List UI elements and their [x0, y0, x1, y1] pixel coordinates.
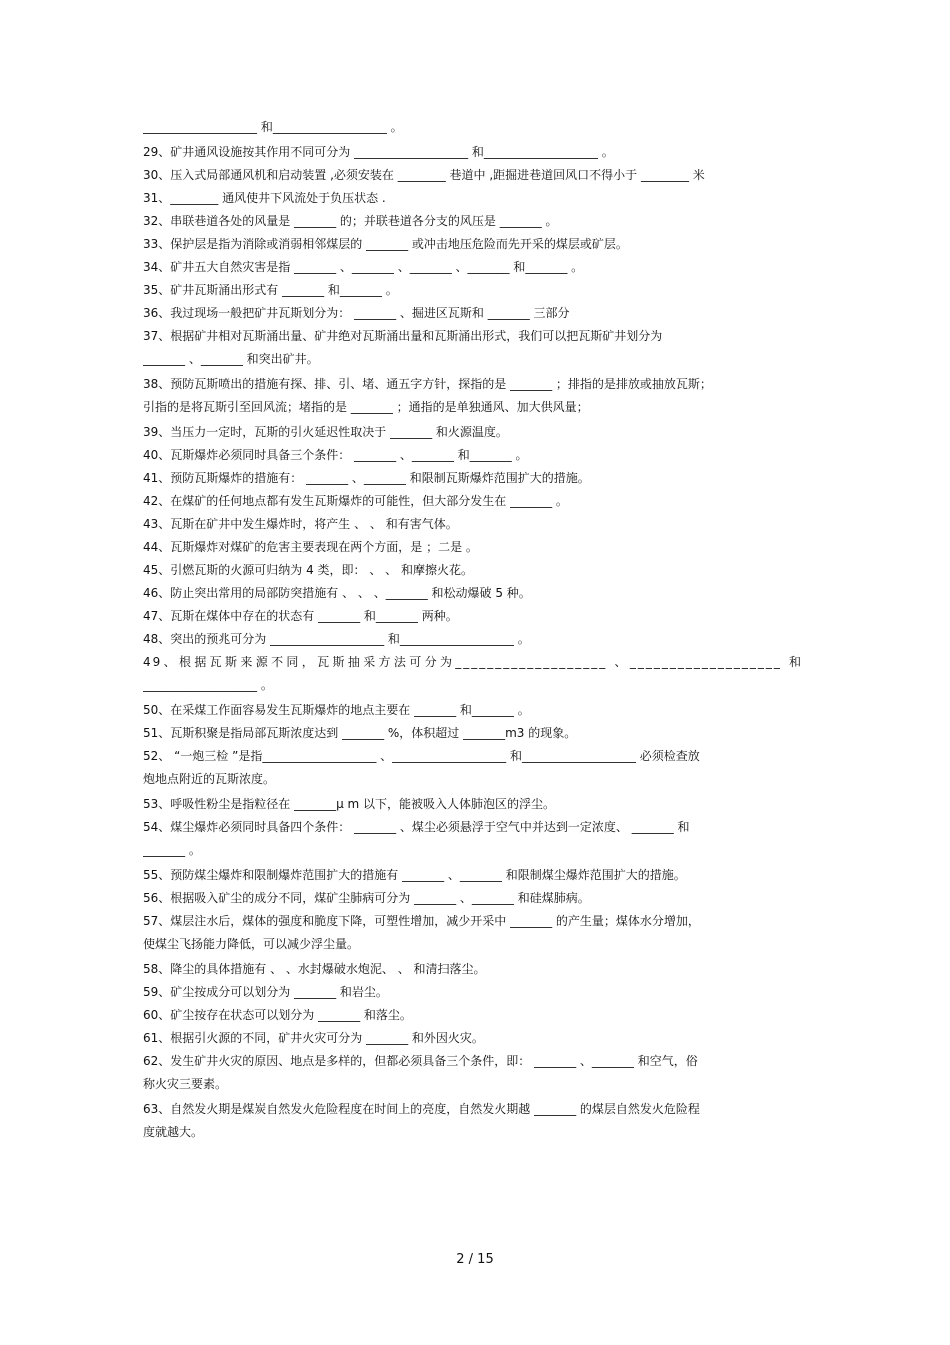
- text-line: 炮地点附近的瓦斯浓度。: [143, 772, 276, 786]
- text-line: 55、预防煤尘爆炸和限制爆炸范围扩大的措施有 _______ 、_______ 和限制煤尘爆炸范围扩大的措施。: [143, 868, 686, 882]
- text-line: 39、当压力一定时，瓦斯的引火延迟性取决于 _______ 和火源温度。: [143, 425, 508, 439]
- text-line: 31、________ 通风使井下风流处于负压状态 .: [143, 191, 386, 205]
- text-line: 56、根据吸入矿尘的成分不同，煤矿尘肺病可分为 _______ 、_______ 和硅煤肺病。: [143, 891, 590, 905]
- text-line: 63、自然发火期是煤炭自然发火危险程度在时间上的亮度，自然发火期越 _______ 的煤层自然发火危险程: [143, 1102, 700, 1116]
- text-line: 40、瓦斯爆炸必须同时具备三个条件： _______ 、_______ 和_______ 。: [143, 448, 528, 462]
- text-line: 51、瓦斯积聚是指局部瓦斯浓度达到 _______ %，体积超过 _______m3 的现象。: [143, 726, 577, 740]
- text-line: 36、我过现场一般把矿井瓦斯划分为： _______ 、掘进区瓦斯和 _______ 三部分: [143, 306, 570, 320]
- text-line: _______ 。: [143, 843, 201, 857]
- text-line: 30、压入式局部通风机和启动装置 ,必须安装在 ________ 巷道中 ,距掘进巷道回风口不得小于 ________ 米: [143, 168, 705, 182]
- text-line: 38、预防瓦斯喷出的措施有探、排、引、堵、通五字方针，探指的是 _______ ；排指的是排放或抽放瓦斯；: [143, 377, 712, 391]
- text-line: _______ 、_______ 和突出矿井。: [143, 352, 319, 366]
- text-line: ___________________ 。: [143, 678, 273, 692]
- text-line: 53、呼吸性粉尘是指粒径在 _______μ m 以下，能被吸入人体肺泡区的浮尘。: [143, 797, 556, 811]
- text-line: 度就越大。: [143, 1125, 204, 1139]
- text-line: 46、防止突出常用的局部防突措施有 、 、 、_______ 和松动爆破 5 种。: [143, 586, 531, 600]
- question-list: [143, 118, 803, 1146]
- text-line: 34、矿井五大自然灾害是指 _______ 、_______ 、_______ 、_______ 和_______ 。: [143, 260, 584, 274]
- text-line: ___________________ 和___________________ 。: [143, 120, 403, 134]
- text-line: 44、瓦斯爆炸对煤矿的危害主要表现在两个方面，是 ；二是 。: [143, 540, 478, 554]
- page-number: 2 / 15: [456, 1252, 494, 1267]
- text-line: 47、瓦斯在煤体中存在的状态有 _______ 和_______ 两种。: [143, 609, 458, 623]
- text-line: 60、矿尘按存在状态可以划分为 _______ 和落尘。: [143, 1008, 412, 1022]
- text-line: 引指的是将瓦斯引至回风流；堵指的是 _______ ；通指的是单独通风、加大供风量；: [143, 400, 589, 414]
- text-line: 48、突出的预兆可分为 ___________________ 和___________________ 。: [143, 632, 530, 646]
- text-line: 35、矿井瓦斯涌出形式有 _______ 和_______ 。: [143, 283, 398, 297]
- text-line: 29、矿井通风设施按其作用不同可分为 ___________________ 和___________________ 。: [143, 145, 614, 159]
- text-line: 52、 “一炮三检 ”是指___________________ 、___________________ 和___________________ 必须检查放: [143, 749, 700, 763]
- text-line: 使煤尘飞扬能力降低，可以减少浮尘量。: [143, 937, 360, 951]
- text-line: 58、降尘的具体措施有 、 、水封爆破水炮泥、 、 和清扫落尘。: [143, 962, 486, 976]
- text-line: 50、在采煤工作面容易发生瓦斯爆炸的地点主要在 _______ 和_______ 。: [143, 703, 530, 717]
- text-line: 61、根据引火源的不同，矿井火灾可分为 _______ 和外因火灾。: [143, 1031, 484, 1045]
- text-line: 45、引燃瓦斯的火源可归纳为 4 类，即： 、 、 和摩擦火花。: [143, 563, 473, 577]
- text-line: 37、根据矿井相对瓦斯涌出量、矿井绝对瓦斯涌出量和瓦斯涌出形式，我们可以把瓦斯矿井划分为: [143, 329, 663, 343]
- text-line: 称火灾三要素。: [143, 1077, 228, 1091]
- text-line: 41、预防瓦斯爆炸的措施有： _______ 、_______ 和限制瓦斯爆炸范围扩大的措施。: [143, 471, 590, 485]
- text-line: 59、矿尘按成分可以划分为 _______ 和岩尘。: [143, 985, 388, 999]
- text-line: 43、瓦斯在矿井中发生爆炸时，将产生 、 、 和有害气体。: [143, 517, 458, 531]
- text-line: 42、在煤矿的任何地点都有发生瓦斯爆炸的可能性，但大部分发生在 _______ 。: [143, 494, 568, 508]
- text-line: 62、发生矿井火灾的原因、地点是多样的，但都必须具备三个条件，即： _______ 、_______ 和空气，俗: [143, 1054, 698, 1068]
- text-line: 54、煤尘爆炸必须同时具备四个条件： _______ 、煤尘必须悬浮于空气中并达到一定浓度、 _______ 和: [143, 820, 690, 834]
- text-line: 49、根据瓦斯来源不同，瓦斯抽采方法可分为___________________ 、___________________ 和: [143, 655, 803, 669]
- text-line: 33、保护层是指为消除或消弱相邻煤层的 _______ 或冲击地压危险而先开采的煤层或矿层。: [143, 237, 628, 251]
- text-line: 57、煤层注水后，煤体的强度和脆度下降，可塑性增加，减少开采中 _______ 的产生量；煤体水分增加，: [143, 914, 700, 928]
- text-line: 32、串联巷道各处的风量是 _______ 的；并联巷道各分支的风压是 _______ 。: [143, 214, 558, 228]
